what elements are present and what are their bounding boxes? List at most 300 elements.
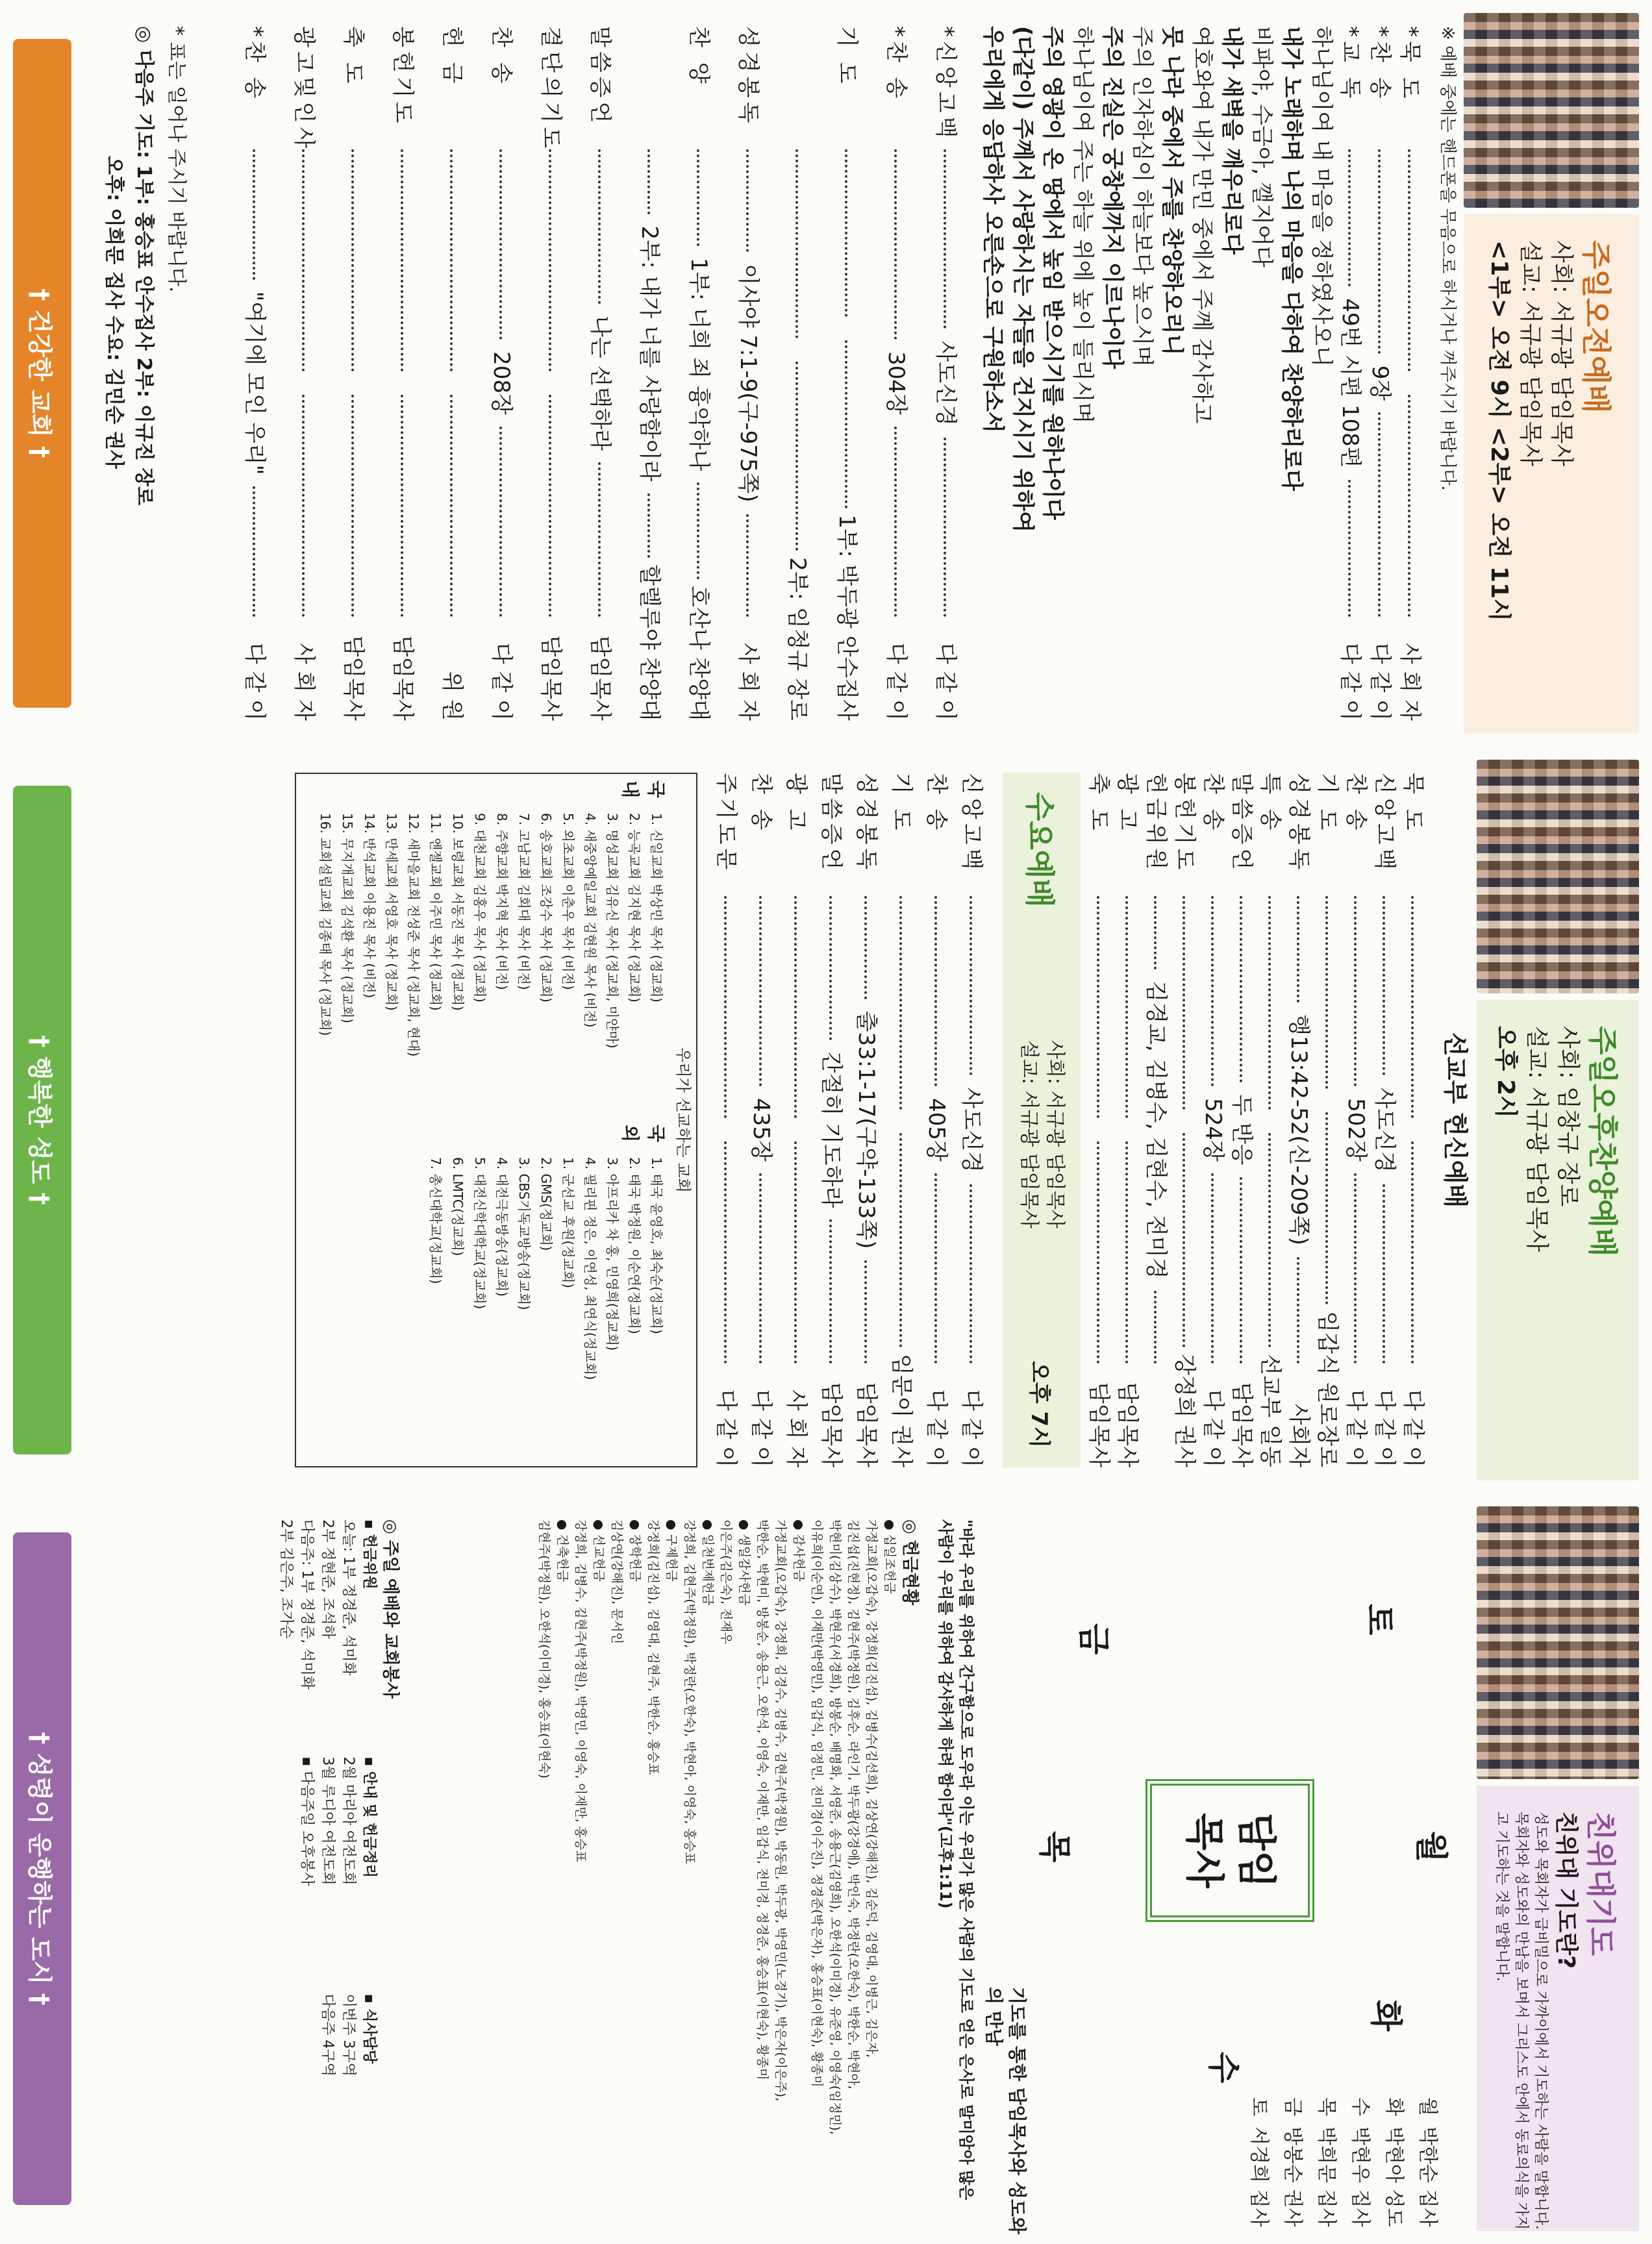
order-person: 다 같 이	[932, 642, 958, 721]
leader-dots	[253, 486, 255, 617]
leader-dots	[598, 149, 601, 304]
order-person: 위 원	[439, 671, 465, 721]
order-row	[438, 26, 470, 721]
order-person: 임문이 권사	[888, 1353, 914, 1467]
leader-dots	[1297, 896, 1299, 1003]
leader-dots	[1383, 896, 1385, 1075]
leader-dots	[746, 514, 749, 617]
order-label: 찬 양	[686, 26, 712, 88]
order-row	[1085, 773, 1117, 1467]
psalm-verse-3: 비파야, 수금아, 깰지어다	[1249, 26, 1275, 268]
order-label: 기 도	[834, 26, 860, 88]
duty-line: 2부 정현준, 조석하	[319, 1519, 336, 1639]
order-label: 성경봉독	[853, 773, 879, 874]
list-item: ● 선교헌금	[592, 1519, 606, 1582]
duty-line: 이번주 3구역	[340, 1993, 357, 2076]
prayer-verse: "바라 우리를 위하여 간구함으로 도우라 이는 우리가 많은 사람의 기도로 얻은 은사로 말미암아 많은 사람이 우리를 위하여 감사하게 하려 함이라"(고후1:11)	[936, 1519, 975, 2200]
leader-dots	[845, 149, 847, 317]
wednesday-header	[1003, 773, 1081, 1467]
order-row	[389, 26, 421, 721]
order-content: 9장	[1367, 365, 1393, 401]
leader-dots	[499, 427, 502, 617]
prayer-title: 친위대기도	[1583, 1812, 1618, 1956]
order-row	[932, 26, 964, 721]
leader-dots	[1154, 1291, 1157, 1364]
duty-heading-item: ▪ 헌금위원	[361, 1519, 377, 1590]
prayer-photo	[1477, 1506, 1639, 1779]
psalm-verse-10: 주의 영광이 온 땅에서 높임 받으시기를 원하나이다	[1040, 26, 1066, 520]
psalm-verse-12: 우리에게 응답하사 오른손으로 구원하소서	[980, 26, 1006, 433]
leader-dots	[549, 395, 551, 617]
list-item: 박한순, 박현미, 방봉순, 송용근, 오한석, 이영숙, 이재만, 임갑식, 전미경, 정경준, 홍승표(이현숙), 황종미	[755, 1519, 770, 2080]
prayer-question: 친위대 기도란?	[1553, 1812, 1579, 1969]
order-label: 헌금위원	[1143, 773, 1169, 874]
order-row	[1114, 773, 1145, 1467]
next-prayer-2: 오후: 이희문 집사 수요: 김민순 권사	[103, 156, 125, 469]
psalm-verse-9: 하나님이여 주는 하늘 위에 높이 들리시며	[1070, 26, 1095, 424]
afternoon-service-header	[1477, 1000, 1639, 1480]
order-label: 묵 도	[1400, 773, 1426, 834]
list-item: 이유희(이순연), 이재만(박영민), 임갑식, 임정민, 전미경(이수진), 정경준(박은자), 홍승표(이현숙), 황종미	[810, 1519, 824, 2088]
next-prayer: ◎ 다음주 기도: 1부: 홍승표 안수집사 2부: 이규진 장로	[132, 26, 155, 506]
order-label: 주기도문	[713, 773, 739, 874]
leader-dots	[845, 340, 847, 508]
order-content: 두 반응	[1229, 1094, 1255, 1166]
order-label: *묵 도	[1397, 26, 1423, 103]
afternoon-service-panel	[0, 747, 1652, 1493]
list-item: ● 건축헌금	[555, 1519, 569, 1582]
order-row	[818, 773, 849, 1467]
leader-dots	[795, 362, 798, 551]
order-content: 524장	[1200, 1098, 1226, 1162]
choir-photo	[1464, 13, 1639, 208]
leader-dots	[1378, 412, 1381, 617]
order-content: 나는 선택하라	[587, 316, 613, 451]
list-item: ● 감사헌금	[792, 1519, 806, 1582]
page-title: 주일오전예배	[1579, 240, 1614, 414]
morning-service-header	[1464, 214, 1639, 734]
order-label: *찬 송	[883, 26, 909, 103]
order-label: 찬 송	[748, 773, 774, 834]
psalm-verse-1: 하나님이여 내 마음을 정하였사오니	[1308, 26, 1334, 368]
order-label: 기 도	[888, 773, 914, 834]
preacher-line: 설교: 서규광 담임목사	[1517, 240, 1544, 466]
order-row	[241, 26, 273, 721]
meeting-title: 기도를 통한 담임목사와 성도와의 만남	[983, 1987, 1028, 2234]
list-item: 5. 대전신학대학교(정교회)	[472, 1157, 488, 1310]
list-item: 4. 필리핀 정은, 이연성, 최연식(정교회)	[582, 1157, 598, 1380]
leader-dots	[450, 395, 453, 617]
order-person: 1부: 박두광 안수집사	[834, 514, 860, 721]
order-label: 광 고	[783, 773, 809, 834]
list-item: 2. GMS(정교회)	[538, 1157, 554, 1251]
leader-dots	[1354, 896, 1357, 1086]
order-person: 2부: 임청규 장로	[784, 557, 810, 721]
leader-dots	[351, 395, 354, 617]
psalm-verse-4: 내가 새벽을 깨우리로다	[1219, 26, 1245, 255]
order-label: 축 도	[1086, 773, 1112, 834]
order-content: 1부: 너희 죄 흉악하나	[686, 257, 712, 471]
leader-dots	[1125, 896, 1128, 1118]
pastor-label: 담임 목사	[1181, 1813, 1279, 1888]
schedule-name: 박현아 성도	[1383, 2126, 1405, 2227]
list-item: 14. 반석교회 이용진 목사 (비전)	[362, 813, 377, 999]
leader-dots	[1408, 149, 1410, 371]
order-row	[1285, 773, 1317, 1467]
footer-banner: † 건강한 교회 †	[13, 39, 71, 708]
duty-line: ▪ 다음주일 오후봉사	[299, 1756, 315, 1886]
order-row	[1199, 773, 1231, 1467]
order-label: 찬 송	[488, 26, 514, 88]
leader-dots	[1411, 1141, 1414, 1364]
order-content: 행13:42-52(신-209쪽)	[1286, 1014, 1312, 1245]
leader-dots	[970, 896, 972, 1075]
order-person: 다 같 이	[1343, 1389, 1369, 1467]
order-row	[1142, 773, 1174, 1467]
schedule-day: 목	[1315, 2097, 1338, 2116]
leader-dots	[1348, 149, 1351, 286]
psalm-verse-6: 뭇 나라 중에서 주를 찬양하오리니	[1159, 26, 1185, 356]
psalm-verse-2: 내가 노래하며 나의 마음을 다하여 찬양하리로다	[1279, 26, 1305, 492]
order-label: *찬 송	[1367, 26, 1393, 103]
leader-dots	[598, 462, 601, 617]
order-content: 405장	[923, 1098, 949, 1162]
leader-dots	[794, 1141, 797, 1364]
schedule-name: 박현우 집사	[1349, 2126, 1371, 2227]
leader-dots	[1411, 896, 1414, 1118]
schedule-row	[1242, 2097, 1275, 2240]
order-person: 다 같 이	[883, 642, 909, 721]
domestic-list	[314, 813, 668, 1056]
list-item: 6. 송호교회 조강수 목사 (정교회)	[538, 813, 554, 1003]
order-content: 사도신경	[932, 340, 958, 426]
order-label: 말씀증언	[587, 26, 613, 127]
order-person: 다 같 이	[1337, 642, 1363, 721]
leader-dots	[1097, 896, 1099, 1118]
order-person: 다 같 이	[1200, 1389, 1226, 1467]
duty-columns	[275, 1519, 379, 2218]
order-label: 신앙고백	[958, 773, 984, 874]
order-label: *신앙고백	[932, 26, 958, 142]
list-item: 6. LMTC(정교회)	[450, 1157, 466, 1256]
order-content: 49번 시편 108편	[1337, 298, 1363, 468]
duty-line: 다음주 4구역	[319, 1993, 336, 2076]
schedule-name: 박한순 집사	[1416, 2126, 1439, 2227]
leader-dots	[934, 1173, 937, 1364]
order-row	[636, 26, 668, 721]
leader-dots	[724, 896, 727, 1118]
order-person: 담임목사	[538, 635, 564, 721]
duty-heading: ◎ 주일 예배와 교회봉사	[381, 1519, 400, 1699]
order-label: 성경봉독	[1286, 773, 1312, 874]
foreign-label: 국 외	[620, 1125, 667, 1143]
order-row	[685, 26, 717, 721]
order-label: 특 송	[1257, 773, 1283, 834]
list-item: ● 십일조헌금	[882, 1519, 897, 1594]
order-label: 광고및인사	[291, 26, 317, 153]
compass-e: 수	[1205, 2052, 1242, 2084]
list-item: 1. 태국 윤영호, 최숙순(정교회)	[649, 1157, 664, 1334]
list-item: 박현미(김상수), 박현우(서경희), 방봉순, 배명화, 서영준, 송용근(김영희), 오한석(이미경), 유준영, 이영숙(임정민),	[828, 1519, 842, 2135]
afternoon-time: 오후 2시	[1492, 1026, 1519, 1118]
schedule-name: 박희문 집사	[1315, 2126, 1338, 2227]
order-label: 성경봉독	[735, 26, 761, 127]
order-content: 304장	[883, 351, 909, 415]
list-item: 7. 총신대학교(정교회)	[428, 1157, 444, 1284]
afternoon-preacher: 설교: 서규광 담임목사	[1523, 1026, 1550, 1252]
order-person: 다 같 이	[242, 642, 268, 721]
schedule-row	[1309, 2097, 1343, 2240]
leader-dots	[1097, 1141, 1099, 1364]
leader-dots	[647, 149, 650, 214]
prayer-header	[1477, 1786, 1639, 2231]
list-item: 강정희, 김현주(박정원), 박정란(오한숙), 박현아, 이영숙, 홍승표	[682, 1519, 697, 1864]
list-item: 이은주(김은숙), 전재우	[719, 1519, 733, 1645]
footer-banner-3: † 성령이 운행하는 도시 †	[13, 1532, 71, 2205]
duty-column	[275, 1756, 379, 1980]
order-label: 말씀증언	[1229, 773, 1255, 874]
order-content: 502장	[1343, 1098, 1369, 1162]
list-item: 가정교회(오갑숙), 강정희, 김경수, 김병수, 김현주(박정원), 박동원, 박두광, 박영민(노경기), 박은자(이은주),	[773, 1519, 788, 2102]
schedule-row	[1275, 2097, 1309, 2240]
prayer-desc: 성도와 목회자가 급비밀으로 가까이에서 기도하는 사람을 말합니다. 목회자와 성도와의 만남을 보며서 그리스도 안에서 동료의식을 가지고 기도하는 것을 말합니다.	[1494, 1812, 1549, 2230]
order-person: 담임목사	[853, 1382, 879, 1468]
list-item: 1. 군선교 후원(정교회)	[560, 1157, 576, 1288]
list-item: 8. 주향교회 박지혁 목사 (비전)	[494, 813, 510, 990]
list-item: 12. 새마을교회 전성준 목사 (정교회, 현대)	[406, 813, 421, 1057]
order-person: 담임목사	[587, 635, 613, 721]
leader-dots	[934, 896, 937, 1086]
order-person: 다 같 이	[1371, 1389, 1397, 1468]
schedule-row	[1343, 2097, 1377, 2240]
schedule-day: 수	[1349, 2097, 1371, 2116]
order-person: 담임목사	[1086, 1382, 1112, 1467]
phone-notice: ※ 예배 중에는 핸드폰을 무음으로 하시거나 꺼주시기 바랍니다.	[1438, 26, 1457, 491]
leader-dots	[302, 395, 305, 617]
leader-dots	[302, 149, 305, 371]
schedule-day: 토	[1247, 2097, 1270, 2116]
leader-dots	[697, 149, 699, 246]
wednesday-host: 사회: 서규광 담임목사	[1044, 1040, 1066, 1228]
order-row	[1342, 773, 1374, 1467]
list-item: 강정희(김진섭), 김영대, 김현주, 박한순, 홍승표	[646, 1519, 660, 1775]
list-item: 13. 만세교회 서영호 목사 (정교회)	[384, 813, 399, 1011]
duty-line: 2부 김은주, 조가순	[278, 1519, 294, 1639]
list-item: ● 구제헌금	[664, 1519, 679, 1582]
psalm-verse-7: 주의 인자하심이 하늘보다 높으시며	[1129, 26, 1155, 368]
psalm-verse-8: 주의 진실은 궁창에까지 이르나이다	[1099, 26, 1125, 369]
duty-heading-item: ▪ 안내 및 헌금정리	[361, 1756, 377, 1878]
schedule-row	[1377, 2097, 1410, 2240]
order-content: 435장	[748, 1098, 774, 1162]
schedule-row	[1410, 2097, 1444, 2240]
duty-heading-item: ▪ 식사담당	[361, 1993, 377, 2064]
list-item: 9. 대천교회 김홍우 목사 (정교회)	[472, 813, 488, 1003]
leader-dots	[1268, 1133, 1271, 1347]
list-item: 3. CBS기독교방송(정교회)	[516, 1157, 532, 1310]
afternoon-host: 사회: 임창규 장로	[1555, 1026, 1581, 1207]
order-row	[1257, 773, 1288, 1467]
list-item: 김현주(박정원), 오한석(이미경), 홍승표(이현숙)	[537, 1519, 551, 1779]
wednesday-time: 오후 7시	[1026, 1360, 1053, 1448]
list-item: 2. 태국 박정원, 이순연(정교회)	[627, 1157, 642, 1334]
order-person: 담임목사	[818, 1382, 844, 1467]
order-row	[882, 26, 914, 721]
leader-dots	[253, 149, 255, 280]
leader-dots	[795, 149, 798, 338]
leader-dots	[1354, 1173, 1357, 1364]
leader-dots	[759, 1173, 762, 1364]
duty-line: 2월 마리아 여전도회	[340, 1756, 357, 1886]
order-row	[488, 26, 519, 721]
mission-heading: 우리가 선교하는 교회	[674, 1047, 692, 1193]
list-item: 김상연(강해진), 문서인	[610, 1519, 624, 1645]
prayer-panel	[0, 1493, 1652, 2244]
list-item: 4. 새중앙예일교회 김현원 목사 (비전)	[582, 813, 598, 1028]
leader-dots	[1325, 1112, 1328, 1305]
order-row	[888, 773, 920, 1467]
compass-ne: 화	[1367, 2000, 1405, 2032]
offering-list	[535, 1519, 899, 2218]
prayer-schedule	[1242, 2097, 1444, 2240]
order-person: 담임목사	[1229, 1382, 1255, 1467]
leader-dots	[759, 896, 762, 1086]
leader-dots	[1240, 896, 1242, 1082]
leader-dots	[894, 149, 897, 340]
afternoon-title: 주일오후찬양예배	[1585, 1026, 1620, 1257]
order-row	[782, 773, 814, 1467]
list-item: 7. 고남교회 김회대 목사 (비전)	[516, 813, 532, 990]
leader-dots	[864, 1260, 867, 1364]
list-item: 김진섭(진현정), 김현주(박정원), 김후순, 라인기, 박두광(강경애), 박인숙, 박정란(오한숙), 박한순, 박현아,	[846, 1519, 860, 2089]
list-item: 강정희, 김병수, 김현주(박정원), 박영민, 이영숙, 이재만, 홍승표	[573, 1519, 588, 1862]
leader-dots	[894, 427, 897, 617]
list-item: 1. 신일교회 박상민 목사 (정교회)	[649, 813, 664, 1003]
order-row	[1366, 26, 1398, 721]
schedule-day: 화	[1383, 2097, 1405, 2116]
order-row	[747, 773, 779, 1467]
leader-dots	[1125, 1141, 1128, 1364]
psalm-verse-5: 여호와여 내가 만민 중에서 주께 감사하고	[1189, 26, 1215, 424]
order-person: 다 같 이	[1400, 1389, 1426, 1467]
order-person: 강정희 권사	[1171, 1353, 1197, 1467]
order-person: 사 회 자	[783, 1389, 809, 1467]
list-item: 16. 교회설립교회 김종태 목사 (정교회)	[318, 813, 333, 1036]
mission-box	[295, 773, 697, 1467]
list-item: 11. 엔젤교회 이주민 목사 (정교회)	[428, 813, 444, 1011]
leader-dots	[746, 149, 749, 252]
host-line: 사회: 서규광 담임목사	[1548, 240, 1575, 466]
order-person: 할렐루야 찬양대	[636, 564, 662, 721]
psalm-verse-11: (다같이) 주께서 사랑하시는 자들을 건지시기 위하여	[1010, 26, 1036, 532]
leader-dots	[1408, 395, 1410, 617]
order-row	[537, 26, 569, 721]
order-content: 208장	[488, 351, 514, 415]
leader-dots	[401, 149, 403, 371]
order-row	[712, 773, 744, 1467]
offering-heading: ◎ 헌금현황	[900, 1519, 920, 1606]
order-label: 헌 금	[439, 26, 465, 88]
leader-dots	[864, 896, 867, 999]
order-row	[1396, 26, 1428, 721]
leader-dots	[351, 149, 354, 371]
order-label: 광 고	[1114, 773, 1140, 834]
wednesday-preacher: 설교: 서규광 담임목사	[1018, 1040, 1040, 1228]
order-label: *찬 송	[242, 26, 268, 103]
morning-service-panel	[0, 0, 1652, 747]
list-item: 5. 외초교회 이춘우 목사 (비전)	[560, 813, 576, 990]
order-label: 축 도	[340, 26, 366, 88]
order-row	[784, 26, 816, 721]
order-label: 기 도	[1314, 773, 1340, 834]
leader-dots	[724, 1141, 727, 1364]
compass-sw: 금	[1075, 1623, 1112, 1655]
schedule-name: 서경희 집사	[1247, 2126, 1270, 2227]
domestic-label: 국 내	[620, 780, 667, 799]
list-item: ● 일천번제헌금	[701, 1519, 715, 1606]
order-content: 사도신경	[1371, 1087, 1397, 1173]
order-person: 사 회 자	[1397, 642, 1423, 721]
order-row	[958, 773, 990, 1467]
order-content: 이사야 7:1-9(구-975쪽)	[735, 264, 761, 503]
foreign-list	[425, 1157, 668, 1380]
order-person: 다 같 이	[748, 1389, 774, 1467]
duty-column	[275, 1519, 379, 1743]
list-item: 3. 아프리카 차 홍, 민영희(정교회)	[605, 1157, 620, 1351]
leader-dots	[1268, 896, 1271, 1110]
leader-dots	[944, 438, 946, 617]
leader-dots	[1154, 896, 1157, 969]
leader-dots	[549, 149, 551, 371]
order-person: 다 같 이	[488, 642, 514, 721]
order-row	[734, 26, 766, 721]
list-item: 10. 보령교회 서동진 목사 (정교회)	[450, 813, 466, 1011]
schedule-name: 방봉순 권사	[1281, 2126, 1304, 2227]
leader-dots	[970, 1184, 972, 1364]
leader-dots	[1240, 1177, 1242, 1364]
order-row	[290, 26, 322, 721]
order-label: 봉헌기도	[390, 26, 416, 127]
leader-dots	[697, 482, 699, 579]
order-content: "여기에 모인 우리"	[242, 291, 268, 475]
congregation-photo	[1477, 760, 1639, 993]
leader-dots	[1378, 149, 1381, 354]
order-content: 출33:1-17(구약-133쪽)	[853, 1010, 879, 1249]
order-row	[1171, 773, 1203, 1467]
leader-dots	[1211, 896, 1214, 1086]
leader-dots	[1183, 1133, 1185, 1347]
order-person: 다 같 이	[923, 1389, 949, 1467]
order-person: 사회자	[1286, 1403, 1312, 1467]
list-item: 3. 명성교회 김유신 목사 (정교회, 미얀마)	[605, 813, 620, 1049]
order-person: 선교부 일동	[1257, 1353, 1283, 1467]
leader-dots	[1211, 1173, 1214, 1364]
list-item: ● 생일감사헌금	[737, 1519, 751, 1606]
list-item: 가정교회(오갑숙), 강정희(김진섭), 김병수(김선희), 김상연(강해진), 김순덕, 김영대, 이병근, 김은자,	[864, 1519, 879, 2058]
duty-line: 다음주: 1부 정경준, 석미화	[299, 1519, 315, 1689]
order-label: 결단의기도	[538, 26, 564, 153]
order-person: 호산나 찬양대	[686, 586, 712, 721]
order-content: 김경교, 김병수, 김현수, 전미경	[1143, 980, 1169, 1279]
leader-dots	[794, 896, 797, 1118]
order-content: 2부: 내가 너를 사랑함이라	[636, 225, 662, 482]
order-label: 찬 송	[1200, 773, 1226, 834]
schedule-day: 금	[1281, 2097, 1304, 2116]
order-person: 담임목사	[1114, 1382, 1140, 1467]
order-label: *교 독	[1337, 26, 1363, 103]
order-row	[340, 26, 371, 721]
order-row	[1371, 773, 1403, 1467]
